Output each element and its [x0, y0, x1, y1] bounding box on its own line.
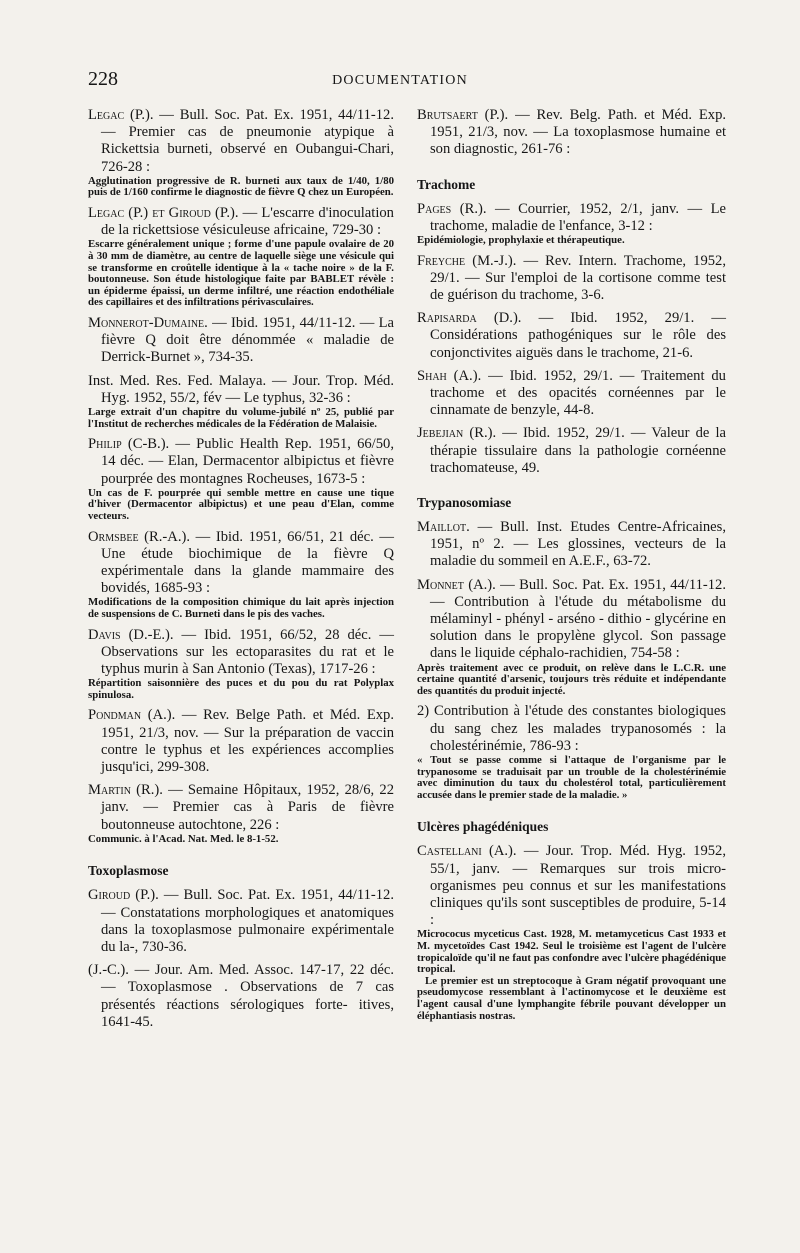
entry-abstract: Répartition saisonnière des puces et du pou du rat Polyplax spinulosa. — [88, 677, 394, 701]
entry-author: Shah (A.). — [417, 367, 482, 384]
right-column — [417, 107, 726, 1028]
entry-citation: — Bull. Inst. Etudes Centre-Africaines, 1951, nº 2. — Les glossines, vecteurs de la maladie du sommeil en A.E.F., 63-72. — [430, 519, 726, 570]
bibliography-entry — [88, 887, 394, 956]
entry-citation: — Public Health Rep. 1951, 66/50, 14 déc. — Elan, Dermacentor albipictus et fièvre pourprée des montagnes Rocheuses, 1673-5 : — [101, 436, 394, 487]
entry-reference — [88, 107, 394, 176]
bibliography-entry — [417, 577, 726, 698]
bibliography-entry — [88, 205, 394, 309]
entry-reference — [88, 782, 394, 834]
entry-reference — [88, 436, 394, 488]
entry-citation: — Ibid. 1951, 66/51, 21 déc. — Une étude biochimique de la fièvre Q expérimentale dans la glande mammaire des bovidés, 1685-93 : — [101, 528, 394, 597]
entry-citation: — L'escarre d'inoculation de la rickettsiose vésiculeuse africaine, 729-30 : — [101, 205, 394, 239]
section-heading: Toxoplasmose — [88, 863, 169, 879]
entry-reference — [417, 577, 726, 663]
entry-reference — [417, 368, 726, 420]
entry-abstract: Modifications de la composition chimique du lait après injection de suspensions de C. Burneti dans le pis des vaches. — [88, 596, 394, 620]
entry-reference — [88, 373, 394, 407]
entry-reference — [88, 962, 394, 1031]
entry-reference — [417, 107, 726, 159]
bibliography-entry — [88, 529, 394, 621]
entry-author: Davis (D.-E.). — [88, 626, 174, 643]
entry-author: Ormsbee (R.-A.). — [88, 528, 190, 545]
entry-reference — [88, 887, 394, 956]
entry-reference — [88, 707, 394, 776]
section-heading: Ulcères phagédéniques — [417, 819, 549, 835]
entry-author: Pages (R.). — [417, 200, 487, 217]
page-number: 228 — [88, 68, 118, 90]
entry-abstract: Le premier est un streptocoque à Gram négatif provoquant une pseudomycose ressemblant à l'actinomycose et le deuxième est l'agent causal d'une lymphangite fébrile pouvant développer un éléphantiasis nostras. — [417, 974, 726, 1022]
entry-citation: — Ibid. 1951, 44/11-12. — La fièvre Q doit être dénommée « maladie de Derrick-Burnet », 734-35. — [101, 314, 394, 366]
entry-author: Castellani (A.). — [417, 843, 517, 860]
bibliography-entry — [88, 436, 394, 522]
entry-abstract: Large extrait d'un chapitre du volume-jubilé nº 25, publié par l'Institut de recherches médicales de la Fédération de Malaisie. — [88, 405, 394, 430]
bibliography-entry — [88, 782, 394, 845]
entry-citation: — Ibid. 1952, 29/1. — Traitement du trachome et des opacités cornéennes par le cinnamate de benzyle, 44-8. — [430, 367, 726, 419]
bibliography-entry — [417, 201, 726, 247]
entry-citation: — Bull. Soc. Pat. Ex. 1951, 44/11-12. — Premier cas de pneumonie atypique à Rickettsia burneti, observé en Oubangui-Chari, 726-28 : — [101, 107, 394, 175]
bibliography-entry — [88, 373, 394, 431]
entry-reference — [417, 843, 726, 929]
entry-abstract: Escarre généralement unique ; forme d'une papule ovalaire de 20 à 30 mm de diamètre, au centre de laquelle siège une vésicule qui se transforme en croûtelle identique à la « tache noire » de la F. boutonneuse. Son étude histologique faite par BABLET révèle : un épiderme épaissi, un derme infiltré, une réaction endothéliale des capillaires et des infiltrations périvasculaires. — [88, 238, 394, 309]
entry-author: Freyche (M.-J.). — [417, 252, 517, 269]
bibliography-entry — [88, 315, 394, 367]
entry-citation: — Courrier, 1952, 2/1, janv. — Le trachome, maladie de l'enfance, 3-12 : — [430, 200, 726, 234]
entry-reference — [88, 205, 394, 239]
entry-reference — [88, 315, 394, 367]
bibliography-entry — [417, 425, 726, 477]
bibliography-entry — [417, 253, 726, 305]
entry-reference — [88, 529, 394, 598]
entry-author: Giroud (P.). — [88, 887, 159, 904]
bibliography-entry — [417, 107, 726, 159]
left-column — [88, 107, 394, 1037]
entry-abstract: Communic. à l'Acad. Nat. Med. le 8-1-52. — [88, 832, 279, 845]
entry-author: Rapisarda (D.). — [417, 310, 522, 327]
entry-reference — [417, 425, 726, 477]
entry-abstract: Epidémiologie, prophylaxie et thérapeutique. — [417, 234, 625, 247]
entry-author: Martin (R.). — [88, 782, 163, 799]
entry-abstract: Après traitement avec ce produit, on relève dans le L.C.R. une certaine quantité d'arsenic, toujours très réduite et indépendante des quantités du produit injecté. — [417, 661, 726, 697]
bibliography-entry — [417, 368, 726, 420]
entry-reference — [417, 703, 726, 755]
entry-author: Jebejian (R.). — [417, 425, 497, 442]
entry-abstract: Agglutination progressive de R. burneti aux taux de 1/40, 1/80 puis de 1/160 confirme le diagnostic de fièvre Q chez un Européen. — [88, 174, 394, 199]
entry-abstract: « Tout se passe comme si l'attaque de l'organisme par le trypanosome se traduisait par un trouble de la cholestérinémie avec diminution du taux du cholestérol total, particulièrement accusée dans le premier stade de la maladie. » — [417, 754, 726, 801]
entry-citation: — Ibid. 1952, 29/1. — Valeur de la thérapie tissulaire dans la pathologie cornéenne trachomateuse, 49. — [430, 425, 726, 476]
entry-citation: (J.-C.). — Jour. Am. Med. Assoc. 147-17, 22 déc. — Toxoplasmose . Observations de 7 cas présentés réactions sérologiques forte- itives, 1641-45. — [88, 962, 394, 1030]
entry-reference — [417, 253, 726, 305]
bibliography-entry — [88, 627, 394, 702]
entry-reference — [417, 310, 726, 362]
entry-author: Legac (P.). — [88, 107, 154, 123]
bibliography-entry — [88, 962, 394, 1031]
entry-author: Maillot. — [417, 519, 470, 536]
entry-citation: — Rev. Belg. Path. et Méd. Exp. 1951, 21/3, nov. — La toxoplasmose humaine et son diagnostic, 261-76 : — [430, 107, 727, 158]
entry-citation: — Semaine Hôpitaux, 1952, 28/6, 22 janv. — Premier cas à Paris de fièvre boutonneuse autochtone, 226 : — [101, 782, 394, 833]
section-heading: Trypanosomiase — [417, 495, 512, 511]
entry-reference — [417, 519, 726, 571]
entry-citation: — Ibid. 1952, 29/1. — Considérations pathogéniques sur le rôle des conjonctivites aiguës dans le trachome, 21-6. — [430, 310, 726, 361]
entry-citation: — Bull. Soc. Pat. Ex. 1951, 44/11-12. — Constatations morphologiques et anatomiques dans la toxoplasmose pulmonaire expérimentale du la-, 730-36. — [101, 887, 394, 955]
entry-author: Monnet (A.). — [417, 576, 496, 593]
entry-citation: — Bull. Soc. Pat. Ex. 1951, 44/11-12. — Contribution à l'étude du métabolisme du mélaminyl - phényl - arséno - dithio - glycérine en solution dans le propylène glycol. Son passage dans le liquide céphalo-rachidien, 754-58 : — [430, 576, 726, 662]
running-header: DOCUMENTATION — [332, 73, 468, 88]
bibliography-entry — [417, 843, 726, 1022]
entry-reference — [88, 627, 394, 679]
section-heading: Trachome — [417, 176, 476, 192]
entry-author: Monnerot-Dumaine. — [88, 314, 208, 331]
entry-citation: — Jour. Trop. Méd. Hyg. 1952, 55/1, janv. — Remarques sur trois micro-organismes peu connus et sur les manifestations cliniques qu'ils sont susceptibles de produire, 5-14 : — [430, 843, 727, 929]
entry-abstract: Un cas de F. pourprée qui semble mettre en cause une tique d'hiver (Dermacentor albipictus) et une peau d'Elan, comme vecteurs. — [88, 486, 394, 522]
entry-author: Legac (P.) et Giroud (P.). — [88, 205, 239, 221]
entry-reference — [417, 201, 726, 235]
bibliography-entry — [417, 519, 726, 571]
bibliography-entry — [88, 107, 394, 199]
entry-abstract: Micrococus myceticus Cast. 1928, M. metamyceticus Cast 1933 et M. mycetoïdes Cast 1942. Seul le troisième est l'agent de l'ulcère tropicaloïde qu'il ne faut pas confondre avec l'ulcère phagédénique tropical. — [417, 928, 726, 976]
entry-author: Brutsaert (P.). — [417, 107, 509, 123]
entry-author: Philip (C-B.). — [88, 436, 170, 453]
entry-citation: — Rev. Belge Path. et Méd. Exp. 1951, 21/3, nov. — Sur la préparation de vaccin contre le typhus et les expériences accomplies jusqu'ici, 299-308. — [101, 707, 394, 775]
bibliography-entry — [417, 703, 726, 801]
bibliography-entry — [417, 310, 726, 362]
bibliography-entry — [88, 707, 394, 776]
entry-citation: — Ibid. 1951, 66/52, 28 déc. — Observations sur les ectoparasites du rat et le typhus murin à San Antonio (Texas), 1717-26 : — [101, 626, 394, 677]
entry-author: Pondman (A.). — [88, 707, 176, 724]
entry-citation: 2) Contribution à l'étude des constantes biologiques du sang chez les malades trypanosomés : la cholestérinémie, 786-93 : — [417, 703, 726, 754]
entry-citation: Inst. Med. Res. Fed. Malaya. — Jour. Trop. Méd. Hyg. 1952, 55/2, fév — Le typhus, 32-36 : — [88, 372, 394, 406]
entry-citation: — Rev. Intern. Trachome, 1952, 29/1. — Sur l'emploi de la cortisone comme test de guérison du trachome, 3-6. — [430, 252, 726, 304]
